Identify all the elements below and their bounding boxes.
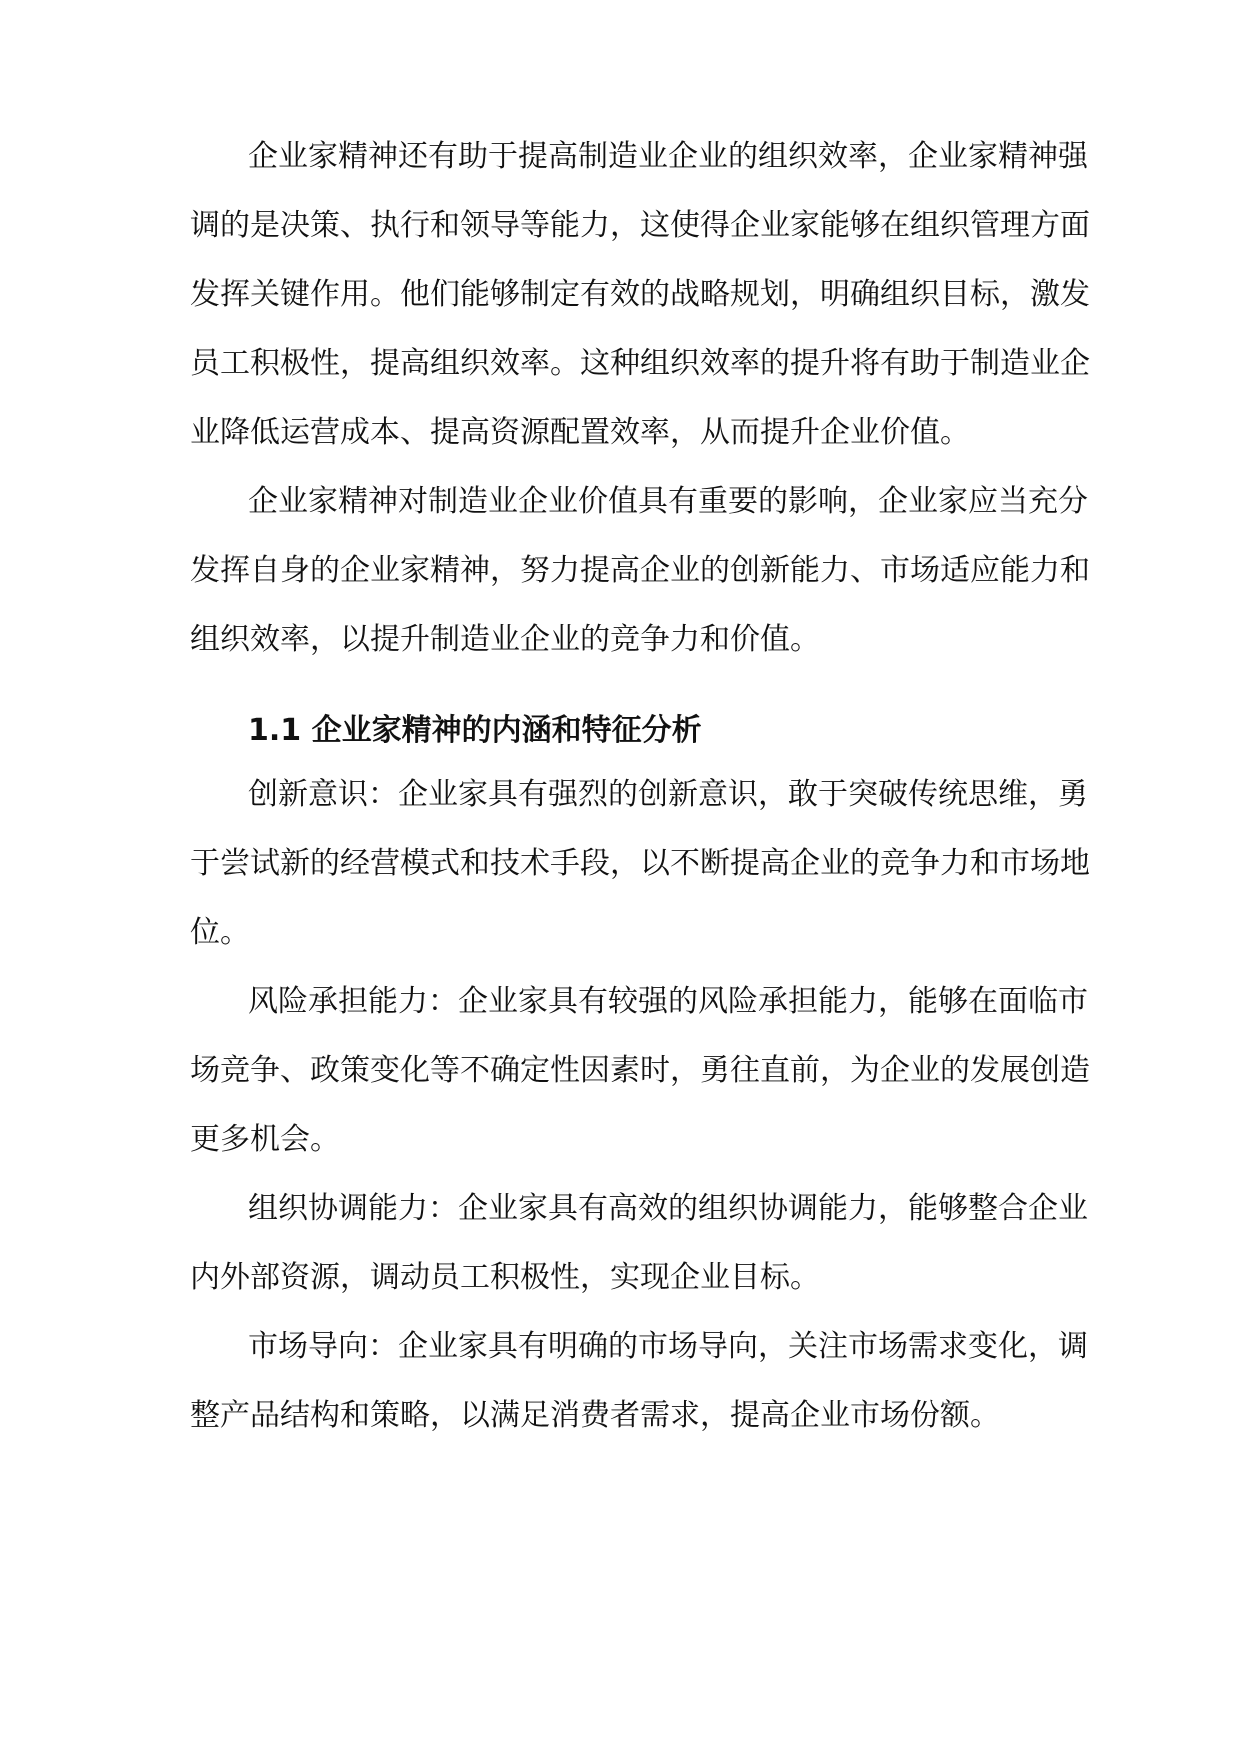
paragraph-6-line-1: 市场导向：企业家具有明确的市场导向，关注市场需求变化，调 [248,1329,1088,1364]
paragraph-2-line-1: 企业家精神对制造业企业价值具有重要的影响，企业家应当充分 [248,484,1088,519]
paragraph-4-line-3: 更多机会。 [190,1122,340,1157]
paragraph-4-line-1: 风险承担能力：企业家具有较强的风险承担能力，能够在面临市 [248,984,1088,1019]
paragraph-3-line-3: 位。 [190,915,250,950]
paragraph-2-line-3: 组织效率，以提升制造业企业的竞争力和价值。 [190,622,820,657]
paragraph-1-line-4: 员工积极性，提高组织效率。这种组织效率的提升将有助于制造业企 [190,346,1090,381]
paragraph-5-line-2: 内外部资源，调动员工积极性，实现企业目标。 [190,1260,820,1295]
section-heading: 1.1 企业家精神的内涵和特征分析 [248,713,702,748]
paragraph-4-line-2: 场竞争、政策变化等不确定性因素时，勇往直前，为企业的发展创造 [190,1053,1090,1088]
paragraph-1-line-1: 企业家精神还有助于提高制造业企业的组织效率，企业家精神强 [248,139,1088,174]
paragraph-3-line-2: 于尝试新的经营模式和技术手段，以不断提高企业的竞争力和市场地 [190,846,1090,881]
paragraph-6-line-2: 整产品结构和策略，以满足消费者需求，提高企业市场份额。 [190,1398,1000,1433]
paragraph-1-line-2: 调的是决策、执行和领导等能力，这使得企业家能够在组织管理方面 [190,208,1090,243]
paragraph-5-line-1: 组织协调能力：企业家具有高效的组织协调能力，能够整合企业 [248,1191,1088,1226]
paragraph-1-line-3: 发挥关键作用。他们能够制定有效的战略规划，明确组织目标，激发 [190,277,1090,312]
paragraph-3-line-1: 创新意识：企业家具有强烈的创新意识，敢于突破传统思维，勇 [248,777,1088,812]
paragraph-1-line-5: 业降低运营成本、提高资源配置效率，从而提升企业价值。 [190,415,970,450]
paragraph-2-line-2: 发挥自身的企业家精神，努力提高企业的创新能力、市场适应能力和 [190,553,1090,588]
